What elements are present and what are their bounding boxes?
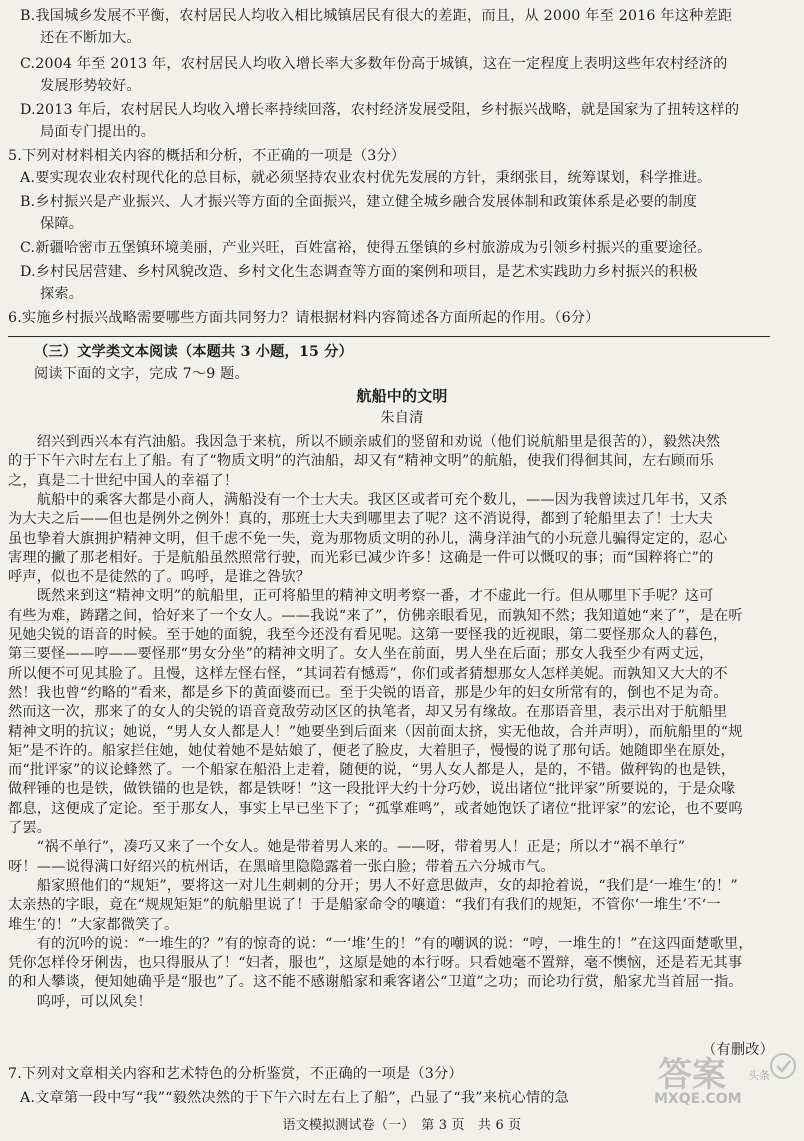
question-5-option-b-line1: B.乡村振兴是产业振兴、人才振兴等方面的全面振兴，建立健全城乡融合发展体制和政策体系是必要的制度 (20, 194, 698, 210)
question-7-stem: 7.下列对文章相关内容和艺术特色的分析鉴赏，不正确的一项是（3分） (8, 1066, 463, 1082)
article-line: 害理的撇了那老相好。于是航船虽然照常行驶，而光彩已减少许多！这确是一件可以慨叹的事；而“国粹将亡”的 (8, 549, 714, 566)
article-line: 凭你怎样伶牙俐齿，也只得服从了！“妇者，服也”，这原是她的本行呀。只看她毫不置辩，毫不懊恼，还是若无其事 (8, 955, 743, 972)
article-line: 虽也挚着大旗拥护精神文明，但千虑不免一失，竟为那物质文明的孙儿，满身洋油气的小玩意儿骗得定定的，忍心 (8, 530, 728, 547)
article-line: 然！我也曾“约略的”看来，都是乡下的黄面婆而已。至于尖锐的语音，那是少年的妇女所常有的，倒也不足为奇。 (8, 684, 728, 701)
question-5-stem: 5.下列对材料相关内容的概括和分析，不正确的一项是（3分） (8, 148, 406, 164)
question-5-option-a: A.要实现农业农村现代化的总目标，就必须坚持农业农村优先发展的方针，秉纲张目，统筹谋划，科学推进。 (20, 170, 712, 186)
section-divider (8, 336, 770, 337)
watermark-emblem-icon (768, 1051, 798, 1081)
article-line: 的于下午六时左右上了船。有了“物质文明”的汽油船，却又有“精神文明”的航船，使我们得徊其间，左右顾而乐 (8, 453, 715, 470)
watermark-url: MXQE.COM (654, 1091, 742, 1107)
section-3-instruction: 阅读下面的文字，完成 7～9 题。 (34, 366, 249, 382)
option-prev-b-line1: B.我国城乡发展不平衡，农村居民人均收入相比城镇居民有很大的差距，而且，从 2000 年至 2016 年这种差距 (20, 8, 733, 24)
article-line: 矩”是不许的。船家拦住她，她仗着她不是姑娘了，便老了脸皮，大着胆子，慢慢的说了那句话。她随即坐在原处， (8, 742, 735, 759)
article-line: 呜呼，可以风矣！ (8, 993, 152, 1010)
question-5-option-c: C.新疆哈密市五堡镇环境美丽，产业兴旺，百姓富裕，使得五堡镇的乡村旅游成为引领乡村振兴的重要途径。 (20, 240, 712, 256)
article-line: 既然来到这“精神文明”的航船里，正可将船里的精神文明考察一番，才不虚此一行。但从哪里下手呢？这可 (8, 588, 714, 605)
article-line: 第三要怪——哼——要怪那“男女分坐”的精神文明了。女人坐在前面，男人坐在后面；那女人我至少有两丈远， (8, 646, 714, 663)
option-prev-d-line2: 局面专门提出的。 (40, 124, 156, 140)
article-line: 见她尖锐的语音的时候。至于她的面貌，我至今还没有看见呢。这第一要怪我的近视眼，第二要怪那众人的暮色， (8, 627, 728, 643)
question-5-option-d-line1: D.乡村民居营建、乡村风貌改造、乡村文化生态调查等方面的案例和项目，是艺术实践助力乡村振兴的积极 (20, 264, 698, 280)
section-3-heading: （三）文学类文本阅读（本题共 3 小题，15 分） (34, 344, 353, 360)
question-5-option-d-line2: 探索。 (40, 286, 84, 302)
article-line: 船家照他们的“规矩”，要将这一对儿生刺刺的分开；男人不好意思做声，女的却抢着说，“我们是‘一堆生’的！” (8, 877, 738, 894)
article-line: 都息，这便成了定论。至于那女人，事实上早已坐下了；“孤掌难鸣”，或者她饱饫了诸位“批评家”的宏论，也不要呜 (8, 800, 743, 817)
article-line: 堆生’的！”大家都微笑了。 (8, 916, 179, 933)
watermark-logo (648, 1047, 798, 1117)
source-note: （有删改） (702, 1042, 774, 1058)
article-author: 朱自清 (380, 410, 424, 426)
article-line: 之，真是二十世纪中国人的幸福了！ (8, 472, 239, 489)
question-6-stem: 6.实施乡村振兴战略需要哪些方面共同努力？请根据材料内容简述各方面所起的作用。（6分） (8, 310, 600, 326)
option-prev-b-line2: 还在不断加大。 (40, 30, 141, 46)
watermark-badge: 头条 (748, 1069, 770, 1082)
article-line: 绍兴到西兴本有汽油船。我因急于来杭，所以不顾亲戚们的竖留和劝说（他们说航船里是很苦的），毅然决然 (8, 434, 721, 450)
page-footer: 语文模拟测试卷（一） 第 3 页 共 6 页 (282, 1118, 522, 1133)
article-line: 太亲热的字眼，竟在“规规矩矩”的航船里说了！于是船家命令的嚷道：“我们有我们的规矩，不管你‘一堆生’不‘一 (8, 897, 721, 914)
option-prev-c-line2: 发展形势较好。 (40, 78, 141, 94)
article-line: 做秤锤的也是铁，做铁锚的也是铁，都是铁呀！”这一段批评大约十分巧妙，说出诸位“批评家”所要说的，于是众喙 (8, 781, 736, 798)
article-line: 为大夫之后——但也是例外之例外！真的，那班士大夫到哪里去了呢？这不消说得，都到了轮船里去了！士大夫 (8, 511, 713, 528)
option-prev-d-line1: D.2013 年后，农村居民人均收入增长率持续回落，农村经济发展受阻，乡村振兴战略，就是国家为了扭转这样的 (20, 102, 740, 118)
article-line: 有些为难，踌躇之间，恰好来了一个女人。——我说“来了”，仿佛亲眼看见，而孰知不然；我知道她“来了”，是在听 (8, 607, 743, 624)
article-line: 呼声，似也不是徒然的了。呜呼，是谁之咎欤？ (8, 569, 311, 586)
article-line: 了罢。 (8, 820, 52, 836)
article-line: 有的沉吟的说：“一堆生的？”有的惊奇的说：“一‘堆’生的！”有的嘲讽的说：“哼，一堆生的！”在这四面楚歌里， (8, 935, 753, 952)
article-line: 的和人攀谈，便知她确乎是“服也”了。这不能不感谢船家和乘客诸公“卫道”之功；而论功行赏，船家尤当首屈一指。 (8, 974, 743, 991)
article-line: 呀！——说得满口好绍兴的杭州话，在黑暗里隐隐露着一张白脸；带着五六分城市气。 (8, 858, 555, 875)
article-line: 所以便不可见其脸了。且慢，这样左怪右怪，“其词若有憾焉”，你们或者猜想那女人怎样美妮。而孰知又大大的不 (8, 665, 728, 682)
question-5-option-b-line2: 保障。 (40, 216, 84, 232)
article-line: 然而这一次，那来了的女人的尖锐的语音竟敌劳动区区的执笔者，却又另有缘故。在那语音里，表示出对于航船里 (8, 704, 728, 721)
article-line: 精神文明的抗议；她说，“男人女人都是人！”她要坐到后面来（因前面太挤，实无他故，合并声明），而航船里的“规 (8, 723, 743, 740)
watermark-title: 答案 (658, 1055, 726, 1095)
question-7-option-a: A.文章第一段中写“我”“毅然决然的于下午六时左右上了船”，凸显了“我”来杭心情的急 (20, 1090, 570, 1106)
article-line: 航船中的乘客大都是小商人，满船没有一个士大夫。我区区或者可充个数儿，——因为我曾读过几年书，又杀 (8, 491, 728, 508)
article-line: “祸不单行”，凑巧又来了一个女人。她是带着男人来的。——呀，带着男人！正是；所以才“祸不单行” (8, 839, 686, 856)
article-title: 航船中的文明 (356, 387, 448, 405)
option-prev-c-line1: C.2004 年至 2013 年，农村居民人均收入增长率大多数年份高于城镇，这在一定程度上表明这些年农村经济的 (20, 56, 728, 72)
article-line: 而“批评家”的议论蜂然了。一个船家在船沿上走着，随便的说，“男人女人都是人，是的，不错。做秤钩的也是铁， (8, 762, 736, 779)
